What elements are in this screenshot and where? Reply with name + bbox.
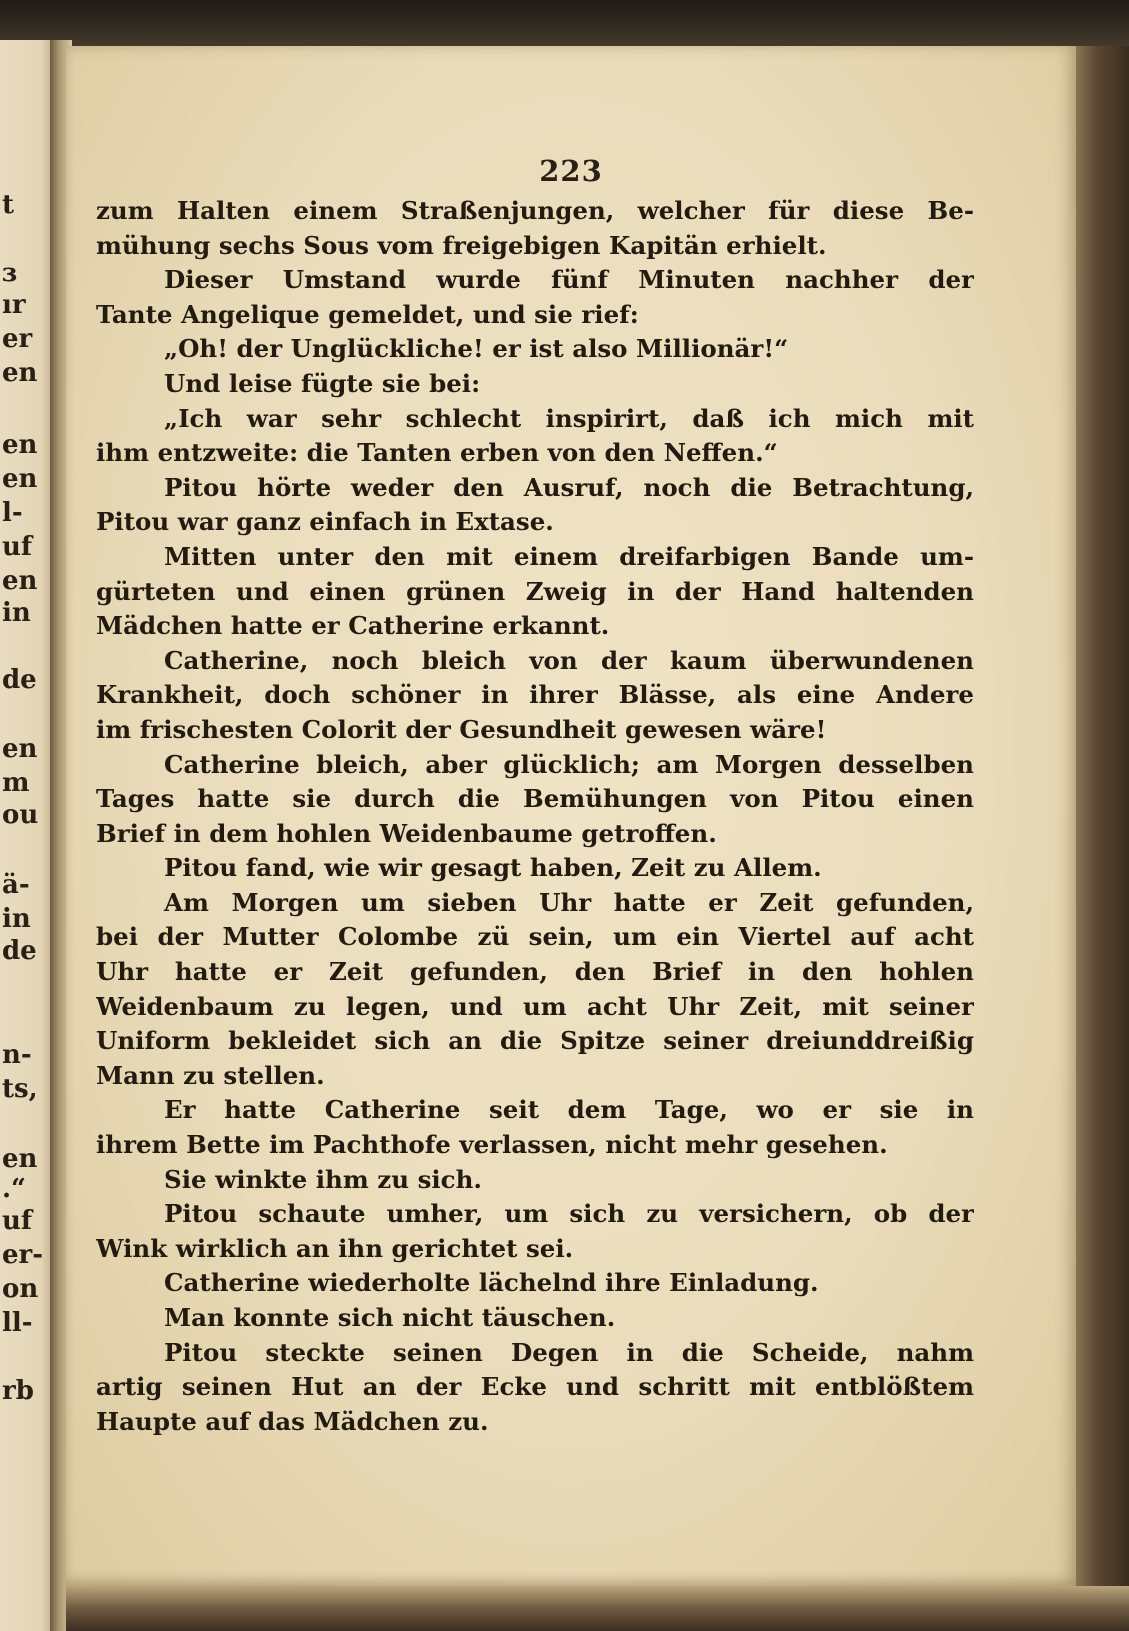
text-line: Uhr hatte er Zeit gefunden, den Brief in den hohlen bbox=[96, 957, 974, 987]
facing-page-fragment: rb bbox=[2, 1376, 34, 1406]
text-line: Tages hatte sie durch die Bemühungen von Pitou einen bbox=[96, 784, 974, 814]
text-line: Catherine, noch bleich von der kaum überwundenen bbox=[164, 645, 974, 675]
text-line: Brief in dem hohlen Weidenbaume getroffen. bbox=[96, 818, 717, 848]
facing-page-fragment: ou bbox=[2, 800, 39, 830]
text-line: bei der Mutter Colombe zü sein, um ein Viertel auf acht bbox=[96, 922, 974, 952]
text-line: Tante Angelique gemeldet, und sie rief: bbox=[96, 299, 639, 329]
text-line: Am Morgen um sieben Uhr hatte er Zeit gefunden, bbox=[164, 887, 974, 917]
facing-page-fragment: en bbox=[2, 1144, 38, 1174]
text-line: ihm entzweite: die Tanten erben von den Neffen.“ bbox=[96, 438, 778, 468]
page-number: 223 bbox=[539, 154, 603, 188]
text-line: Man konnte sich nicht täuschen. bbox=[164, 1303, 616, 1332]
facing-page-fragment: en bbox=[2, 566, 38, 596]
facing-page-fragment: er- bbox=[2, 1240, 44, 1270]
facing-page-fragment: m bbox=[2, 768, 30, 798]
book-cover-edge bbox=[1076, 46, 1129, 1631]
page-text bbox=[96, 194, 974, 1439]
text-line: Haupte auf das Mädchen zu. bbox=[96, 1406, 489, 1436]
facing-page-fragment: in bbox=[2, 598, 31, 628]
text-line: Er hatte Catherine seit dem Tage, wo er sie in bbox=[164, 1095, 974, 1125]
facing-page-fragment: ts, bbox=[2, 1074, 38, 1104]
book-page bbox=[66, 46, 1076, 1586]
facing-page-fragment: in bbox=[2, 904, 31, 934]
text-line: Dieser Umstand wurde fünf Minuten nachher der bbox=[164, 265, 974, 295]
text-line: im frischesten Colorit der Gesundheit gewesen wäre! bbox=[96, 714, 827, 744]
facing-page-fragment: l- bbox=[2, 498, 23, 528]
facing-page-fragment: ll- bbox=[2, 1308, 33, 1338]
text-line: Pitou fand, wie wir gesagt haben, Zeit zu Allem. bbox=[164, 853, 822, 883]
facing-page-fragment: de bbox=[2, 665, 37, 695]
text-line: Weidenbaum zu legen, und um acht Uhr Zeit, mit seiner bbox=[96, 991, 974, 1021]
text-line: ihrem Bette im Pachthofe verlassen, nicht mehr gesehen. bbox=[96, 1130, 888, 1160]
text-line: Catherine wiederholte lächelnd ihre Einladung. bbox=[164, 1268, 819, 1298]
text-line: gürteten und einen grünen Zweig in der Hand haltenden bbox=[96, 576, 974, 606]
text-line: zum Halten einem Straßenjungen, welcher für diese Be- bbox=[96, 196, 974, 225]
facing-page-fragment: en bbox=[2, 734, 38, 764]
facing-page-fragment: ɜ bbox=[2, 258, 17, 288]
facing-page-fragment: .“ bbox=[2, 1174, 27, 1204]
text-line: Pitou war ganz einfach in Extase. bbox=[96, 507, 554, 537]
text-line: Uniform bekleidet sich an die Spitze seiner dreiunddreißig bbox=[96, 1026, 974, 1056]
facing-page-fragment: uf bbox=[2, 1206, 33, 1236]
book-binding-top bbox=[0, 0, 1129, 52]
text-line: „Oh! der Unglückliche! er ist also Millionär!“ bbox=[164, 334, 789, 364]
text-line: „Ich war sehr schlecht inspirirt, daß ich mich mit bbox=[164, 403, 974, 433]
text-line: Krankheit, doch schöner in ihrer Blässe, als eine Andere bbox=[96, 680, 974, 710]
text-line: Pitou schaute umher, um sich zu versichern, ob der bbox=[164, 1199, 974, 1229]
facing-page-fragment: uf bbox=[2, 532, 33, 562]
book-bottom-edge bbox=[66, 1586, 1129, 1631]
text-line: Sie winkte ihm zu sich. bbox=[164, 1164, 482, 1194]
facing-page-fragment: en bbox=[2, 430, 38, 460]
facing-page-fragment: ır bbox=[2, 290, 26, 320]
facing-page-fragment: t bbox=[2, 190, 15, 220]
facing-page-fragment: de bbox=[2, 936, 37, 966]
facing-page-fragment: en bbox=[2, 464, 38, 494]
facing-page-fragment: er bbox=[2, 324, 33, 354]
text-line: Mann zu stellen. bbox=[96, 1060, 325, 1090]
facing-page-fragment: n- bbox=[2, 1040, 32, 1070]
text-line: Pitou hörte weder den Ausruf, noch die Betrachtung, bbox=[164, 472, 974, 502]
text-line: Wink wirklich an ihn gerichtet sei. bbox=[96, 1233, 574, 1263]
text-line: artig seinen Hut an der Ecke und schritt mit entblößtem bbox=[96, 1372, 974, 1402]
text-line: Mädchen hatte er Catherine erkannt. bbox=[96, 611, 610, 641]
facing-page-fragment: ä- bbox=[2, 870, 30, 900]
facing-page-fragment: on bbox=[2, 1274, 39, 1304]
facing-page-fragment: en bbox=[2, 358, 38, 388]
text-line: Pitou steckte seinen Degen in die Scheide, nahm bbox=[164, 1337, 974, 1367]
text-line: Und leise fügte sie bei: bbox=[164, 368, 481, 398]
text-line: Mitten unter den mit einem dreifarbigen Bande um- bbox=[164, 541, 974, 571]
text-line: mühung sechs Sous vom freigebigen Kapitän erhielt. bbox=[96, 230, 827, 260]
text-line: Catherine bleich, aber glücklich; am Morgen desselben bbox=[164, 749, 974, 779]
